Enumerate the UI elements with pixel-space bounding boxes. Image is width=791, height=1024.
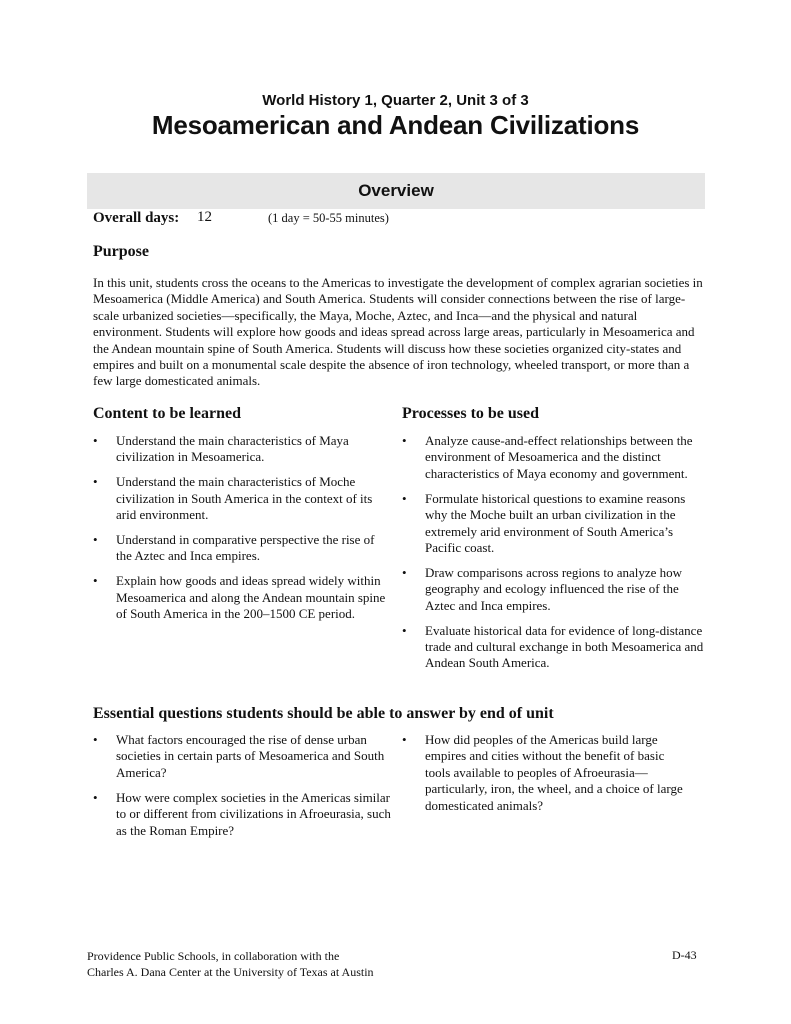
list-item-text: How did peoples of the Americas build large empires and cities without the benefit of basic tools available to peoples of Afroeurasia—particularly, iron, the wheel, and a choice of large domesticated animals?: [425, 732, 683, 813]
overall-days-label: Overall days:: [93, 210, 180, 226]
overview-heading: Overview: [358, 181, 434, 200]
page-number: D-43: [672, 948, 697, 962]
processes-heading: Processes to be used: [402, 405, 540, 422]
bullet: •: [402, 622, 407, 638]
list-item: [402, 732, 692, 814]
unit-subtitle: World History 1, Quarter 2, Unit 3 of 3: [262, 92, 529, 109]
bullet: •: [402, 490, 407, 506]
footer-line-1: Providence Public Schools, in collaboration with the: [87, 949, 340, 963]
overall-days-value: 12: [197, 209, 212, 225]
list-item-text: What factors encouraged the rise of dense urban societies in certain parts of Mesoamerica and South America?: [116, 732, 385, 780]
list-item-text: Understand the main characteristics of Moche civilization in South America in the context of its arid environment.: [116, 474, 373, 523]
list-item: [93, 790, 391, 839]
day-length-note: (1 day = 50-55 minutes): [268, 211, 389, 225]
list-item: [93, 474, 388, 523]
list-item-text: Analyze cause-and-effect relationships between the environment of Mesoamerica and the distinct characteristics of Maya economy and government.: [425, 433, 693, 481]
list-item-text: Understand the main characteristics of Maya civilization in Mesoamerica.: [116, 433, 349, 465]
purpose-text: In this unit, students cross the oceans to the Americas to investigate the development of complex agrarian societies in Mesoamerica (Middle America) and South America. Students will consider connections between the rise of large-scale urbanized societies—specifically, the Maya, Moche, Aztec, and Inca—and the physical and natural environment. Students will explore how goods and ideas spread across large areas, particularly in Mesoamerica and the Andean mountain spine of South America. Students will discuss how these societies organized city-states and empires and built on a monumental scale despite the absence of iron technology, wheeled transport, or more than a few large domesticated animals.: [93, 275, 703, 389]
list-item: [402, 433, 704, 482]
list-item: [402, 491, 704, 557]
content-heading: Content to be learned: [93, 405, 241, 422]
bullet: •: [93, 732, 98, 747]
content-list: [93, 433, 388, 631]
list-item: [93, 573, 388, 622]
list-item-text: Evaluate historical data for evidence of long-distance trade and cultural exchange in both Mesoamerica and Andean South America.: [425, 622, 704, 671]
bullet: •: [93, 532, 98, 548]
page-title: Mesoamerican and Andean Civilizations: [151, 110, 640, 140]
list-item: [93, 433, 388, 466]
list-item-text: Explain how goods and ideas spread widely within Mesoamerica and along the Andean mountain spine of South America in the 200–1500 CE period.: [116, 573, 386, 622]
bullet: •: [402, 564, 407, 580]
bullet: •: [93, 433, 98, 448]
essential-questions-heading: Essential questions students should be able to answer by end of unit: [93, 705, 554, 722]
bullet: •: [93, 474, 98, 490]
list-item-text: Formulate historical questions to examine reasons why the Moche built an urban civilization in the extremely arid environment of South America’s Pacific coast.: [425, 490, 686, 555]
list-item: [402, 565, 704, 614]
list-item-text: Draw comparisons across regions to analyze how geography and ecology influenced the rise of the Aztec and Inca empires.: [425, 564, 683, 613]
bullet: •: [93, 789, 98, 805]
bullet: •: [93, 573, 98, 589]
footer-line-2: Charles A. Dana Center at the University of Texas at Austin: [87, 965, 374, 979]
list-item-text: Understand in comparative perspective the rise of the Aztec and Inca empires.: [116, 532, 375, 564]
list-item: [402, 623, 704, 672]
processes-list: [402, 433, 704, 680]
footer-credit: [87, 948, 374, 980]
overview-bar: [87, 173, 705, 209]
purpose-heading: Purpose: [93, 243, 149, 260]
bullet: •: [402, 433, 407, 448]
essential-questions-right: [402, 732, 692, 823]
essential-questions-left: [93, 732, 391, 847]
list-item: [93, 732, 391, 781]
list-item: [93, 532, 388, 565]
list-item-text: How were complex societies in the Americas similar to or different from civilizations in Afroeurasia, such as the Roman Empire?: [116, 789, 391, 838]
bullet: •: [402, 732, 407, 747]
